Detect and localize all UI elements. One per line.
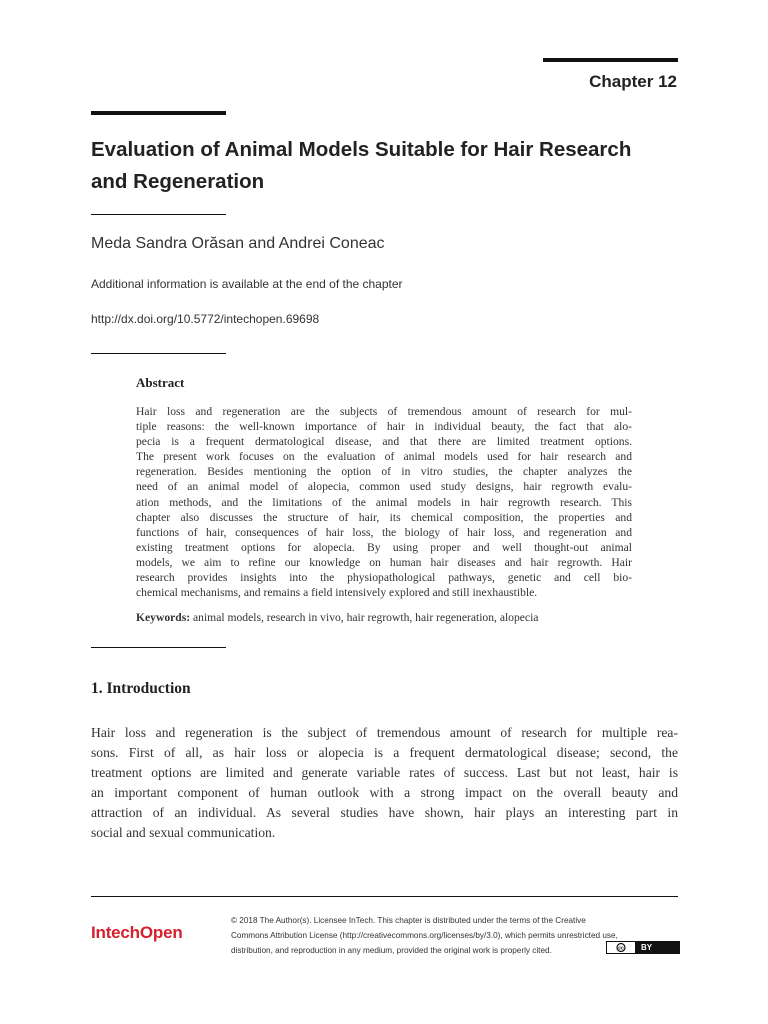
- license-line: Commons Attribution License (http://creativecommons.org/licenses/by/3.0), which permits unrestricted use,: [231, 931, 618, 940]
- intechopen-logo: IntechOpen: [91, 923, 183, 942]
- abstract-line: models, we aim to refine our knowledge on human hair diseases and hair regrowth. Hair: [136, 555, 632, 569]
- chapter-rule: [543, 58, 678, 62]
- license-line: © 2018 The Author(s). Licensee InTech. This chapter is distributed under the terms of the Creative: [231, 916, 586, 925]
- cc-icon: [607, 942, 635, 953]
- abstract-line: regeneration. Besides mentioning the option of in vitro studies, the chapter analyzes the: [136, 465, 632, 479]
- footer-rule: [91, 896, 678, 897]
- intro-line: social and sexual communication.: [91, 825, 276, 840]
- title-rule: [91, 111, 226, 115]
- authors-rule: [91, 214, 226, 215]
- additional-info: Additional information is available at the end of the chapter: [91, 277, 403, 291]
- license-line: distribution, and reproduction in any medium, provided the original work is properly cited.: [231, 946, 552, 955]
- section-heading: 1. Introduction: [91, 680, 191, 697]
- keywords-label: Keywords:: [136, 611, 191, 624]
- intro-paragraph: [91, 723, 678, 843]
- intro-line: treatment options are limited and generate variable rates of success. Last but not least, hair is: [91, 765, 678, 780]
- authors: Meda Sandra Orăsan and Andrei Coneac: [91, 235, 385, 252]
- abstract-body: [136, 404, 632, 600]
- abstract-line: pecia is a frequent dermatological disease, and that there are limited treatment options.: [136, 435, 632, 449]
- by-label: BY: [635, 942, 679, 953]
- intro-line: Hair loss and regeneration is the subject of tremendous amount of research for multiple rea-: [91, 725, 678, 740]
- keywords: [136, 611, 538, 624]
- title-line: and Regeneration: [91, 170, 265, 193]
- intro-line: sons. First of all, as hair loss or alopecia is a frequent dermatological disease; second, the: [91, 745, 678, 760]
- doi-link[interactable]: http://dx.doi.org/10.5772/intechopen.69698: [91, 312, 320, 326]
- cc-icon-text: cc: [618, 945, 624, 952]
- title-line: Evaluation of Animal Models Suitable for Hair Research: [91, 138, 632, 161]
- abstract-heading: Abstract: [136, 375, 185, 390]
- keywords-rule: [91, 647, 226, 648]
- abstract-line: Hair loss and regeneration are the subjects of tremendous amount of research for mul-: [136, 405, 632, 418]
- abstract-line: ation methods, and the limitations of the animal models in hair regrowth research. This: [136, 495, 632, 509]
- keywords-text: animal models, research in vivo, hair regrowth, hair regeneration, alopecia: [193, 611, 539, 624]
- cc-by-license-badge[interactable]: [606, 941, 680, 954]
- abstract-line: chemical mechanisms, and remains a field intensively explored and still inexhaustible.: [136, 586, 538, 600]
- abstract-line: The present work focuses on the evaluation of animal models used for hair research and: [136, 450, 632, 464]
- abstract-rule: [91, 353, 226, 354]
- abstract-line: functions of hair, consequences of hair loss, the biology of hair loss, and regeneration and: [136, 525, 632, 539]
- abstract-line: existing treatment options for alopecia. By using proper and well thought-out animal: [136, 540, 632, 554]
- intro-line: attraction of an individual. As several studies have shown, hair plays an interesting part in: [91, 805, 678, 820]
- abstract-line: research provides insights into the physiopathological pathways, genetic and cell bio-: [136, 571, 632, 585]
- chapter-title: [91, 134, 691, 198]
- abstract-line: tiple reasons: the well-known importance of hair in individual beauty, the fact that alo-: [136, 420, 632, 434]
- chapter-label: Chapter 12: [589, 72, 677, 91]
- intro-line: an important component of human outlook with a strong impact on the overall beauty and: [91, 785, 678, 800]
- abstract-line: chapter also discusses the structure of hair, its chemical composition, the properties and: [136, 510, 632, 524]
- abstract-line: need of an animal model of alopecia, common used study designs, hair regrowth evalu-: [136, 480, 632, 494]
